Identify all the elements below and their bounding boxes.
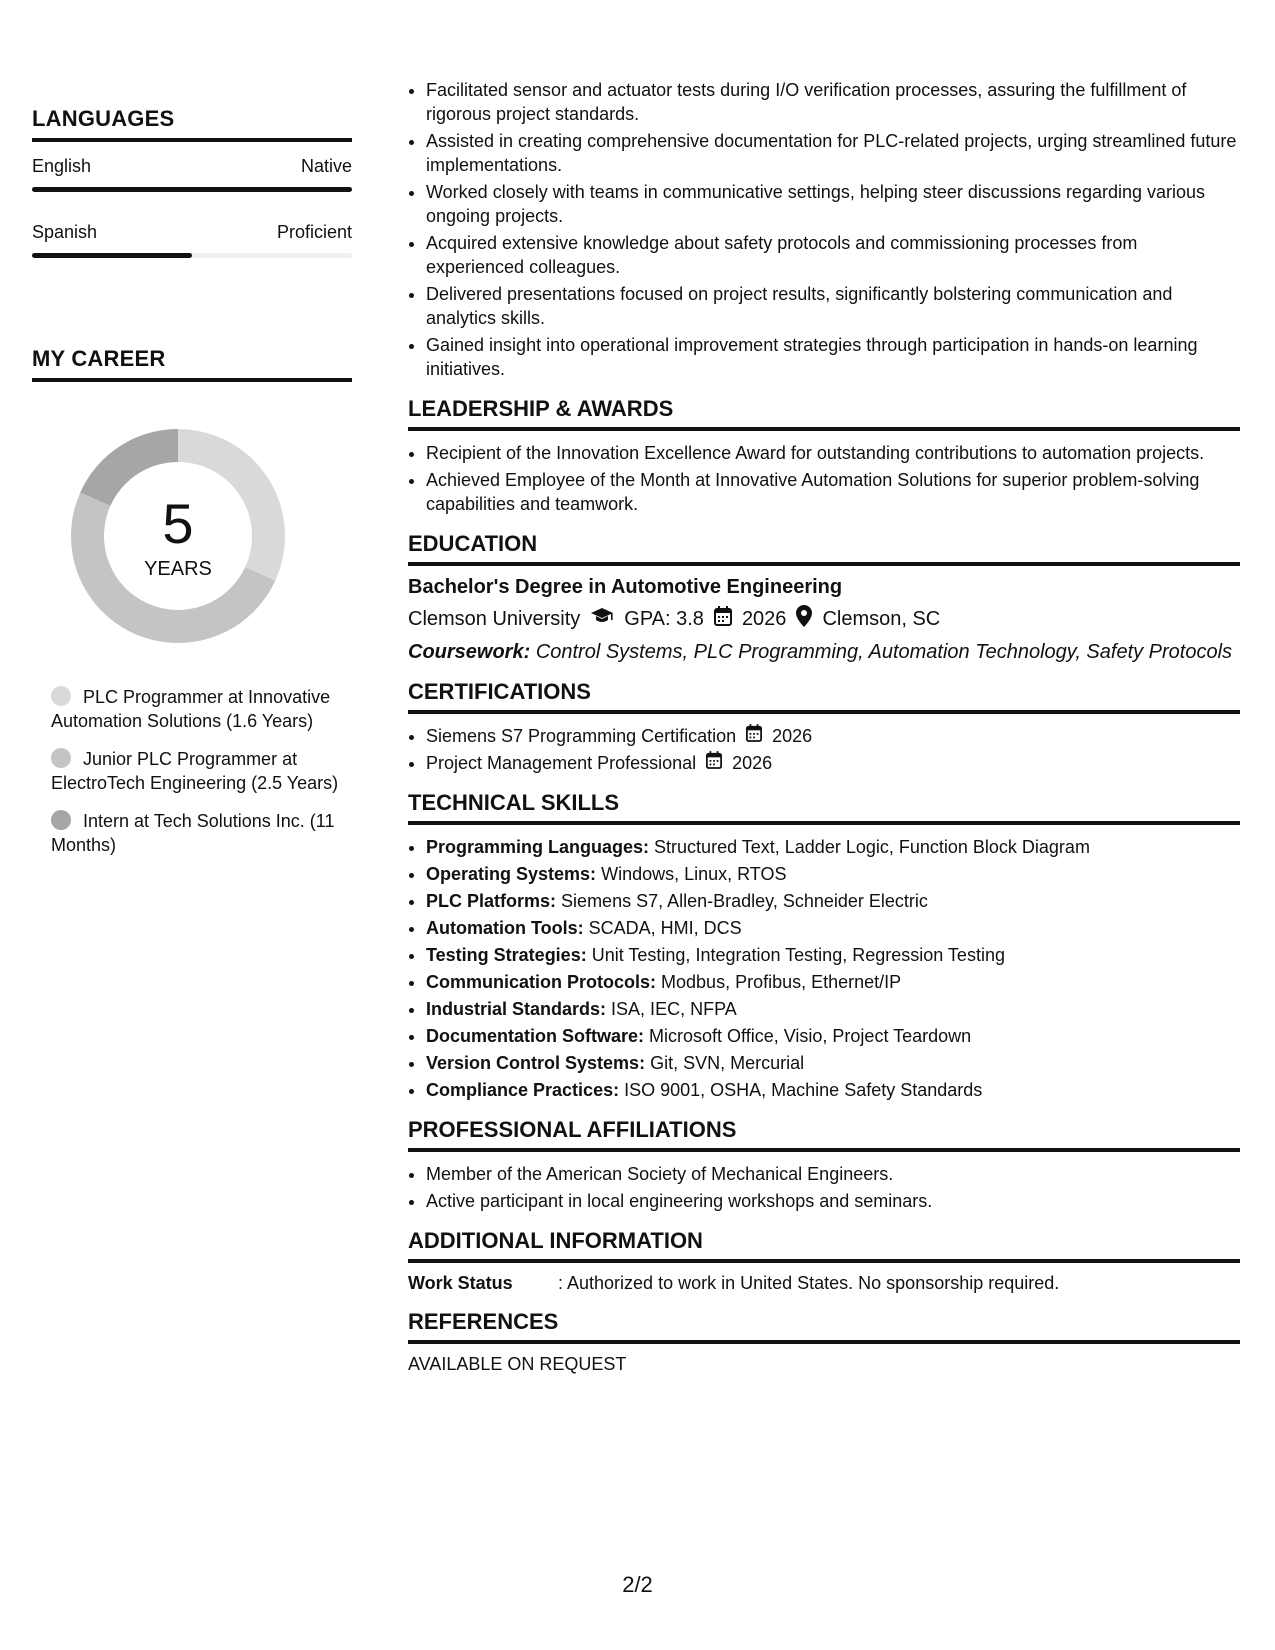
legend-label: Intern at Tech Solutions Inc. (11 Months)	[51, 811, 335, 855]
language-english	[32, 156, 352, 192]
skill-item	[426, 889, 1240, 913]
certifications-title: CERTIFICATIONS	[408, 679, 1240, 714]
work-status-row	[408, 1273, 1240, 1294]
skill-item	[426, 943, 1240, 967]
career-title: MY CAREER	[32, 346, 352, 382]
skill-value: Modbus, Profibus, Ethernet/IP	[661, 972, 902, 992]
experience-bullet: • Delivered presentations focused on project results, significantly bolstering communication and analytics skills.	[426, 282, 1240, 330]
skill-item	[426, 1078, 1240, 1102]
language-bar	[32, 187, 352, 192]
certification-year: 2026	[732, 753, 773, 773]
right-column	[408, 78, 1240, 1375]
work-status-label: Work Status	[408, 1273, 513, 1293]
coursework-label: Coursework:	[408, 641, 531, 663]
certifications-section	[408, 679, 1240, 775]
skill-label: PLC Platforms:	[426, 891, 557, 911]
skill-label: Testing Strategies:	[426, 945, 587, 965]
additional-title: ADDITIONAL INFORMATION	[408, 1228, 1240, 1263]
skill-value: Windows, Linux, RTOS	[601, 864, 787, 884]
certification-year: 2026	[772, 726, 813, 746]
legend-dot	[51, 810, 71, 830]
legend-label: Junior PLC Programmer at ElectroTech Engineering (2.5 Years)	[51, 749, 339, 793]
skill-label: Documentation Software:	[426, 1026, 645, 1046]
references-text: AVAILABLE ON REQUEST	[408, 1354, 627, 1374]
calendar-icon	[706, 751, 722, 775]
skill-label: Compliance Practices:	[426, 1080, 620, 1100]
experience-bullet: • Assisted in creating comprehensive documentation for PLC-related projects, urging streamlined future implementations.	[426, 129, 1240, 177]
language-level: Native	[300, 156, 352, 176]
experience-bullet: • Facilitated sensor and actuator tests during I/O verification processes, assuring the fulfillment of rigorous project standards.	[426, 78, 1240, 126]
education-year: 2026	[741, 607, 787, 630]
graduation-cap-icon	[590, 607, 614, 631]
affiliations-title: PROFESSIONAL AFFILIATIONS	[408, 1117, 1240, 1152]
certification-item	[426, 724, 1240, 748]
award-item: • Recipient of the Innovation Excellence Award for outstanding contributions to automation projects.	[426, 441, 1240, 465]
career-years-label: YEARS	[144, 558, 212, 580]
leadership-title: LEADERSHIP & AWARDS	[408, 396, 1240, 431]
language-bar-fill	[32, 187, 352, 192]
certification-name: • Siemens S7 Programming Certification	[426, 726, 737, 746]
skill-item	[426, 835, 1240, 859]
skill-item	[426, 862, 1240, 886]
skill-label: Operating Systems:	[426, 864, 597, 884]
experience-bullet: • Acquired extensive knowledge about safety protocols and commissioning processes from experienced colleagues.	[426, 231, 1240, 279]
calendar-icon	[714, 606, 732, 632]
legend-label: PLC Programmer at Innovative Automation Solutions (1.6 Years)	[51, 687, 331, 731]
skill-item	[426, 1024, 1240, 1048]
skill-item	[426, 970, 1240, 994]
legend-dot	[51, 748, 71, 768]
skill-label: Programming Languages:	[426, 837, 650, 857]
skill-value: Microsoft Office, Visio, Project Teardown	[649, 1026, 972, 1046]
skill-value: Git, SVN, Mercurial	[650, 1053, 805, 1073]
language-name: Spanish	[32, 222, 98, 242]
career-legend-item	[51, 685, 341, 733]
legend-dot	[51, 686, 71, 706]
affiliation-item: • Member of the American Society of Mechanical Engineers.	[426, 1162, 1240, 1186]
additional-section	[408, 1228, 1240, 1294]
education-coursework	[408, 641, 1240, 664]
skill-value: Siemens S7, Allen-Bradley, Schneider Electric	[561, 891, 928, 911]
skill-value: Unit Testing, Integration Testing, Regression Testing	[591, 945, 1005, 965]
language-level: Proficient	[276, 222, 352, 242]
career-legend-item	[51, 747, 341, 795]
work-status-value: : Authorized to work in United States. No sponsorship required.	[558, 1273, 1060, 1293]
experience-bullet: • Worked closely with teams in communicative settings, helping steer discussions regarding various ongoing projects.	[426, 180, 1240, 228]
education-section	[408, 531, 1240, 664]
award-item: • Achieved Employee of the Month at Innovative Automation Solutions for superior problem-solving capabilities and teamwork.	[426, 468, 1240, 516]
coursework-text: Control Systems, PLC Programming, Automation Technology, Safety Protocols	[535, 641, 1233, 663]
skill-value: ISA, IEC, NFPA	[611, 999, 737, 1019]
skill-value: Structured Text, Ladder Logic, Function Block Diagram	[654, 837, 1090, 857]
education-gpa: GPA: 3.8	[624, 607, 704, 630]
certification-name: • Project Management Professional	[426, 753, 697, 773]
skill-item	[426, 997, 1240, 1021]
language-name: English	[32, 156, 92, 176]
experience-bullet: • Gained insight into operational improvement strategies through participation in hands-on learning initiatives.	[426, 333, 1240, 381]
affiliations-section	[408, 1117, 1240, 1213]
skill-label: Communication Protocols:	[426, 972, 657, 992]
references-title: REFERENCES	[408, 1309, 1240, 1344]
map-pin-icon	[796, 605, 812, 633]
education-school: Clemson University	[408, 607, 581, 630]
languages-title: LANGUAGES	[32, 106, 352, 142]
skill-value: SCADA, HMI, DCS	[588, 918, 742, 938]
skill-item	[426, 1051, 1240, 1075]
career-legend-item	[51, 809, 341, 857]
skills-title: TECHNICAL SKILLS	[408, 790, 1240, 825]
language-bar-fill	[32, 253, 192, 258]
education-meta	[408, 605, 1240, 633]
certification-item	[426, 751, 1240, 775]
education-title: EDUCATION	[408, 531, 1240, 566]
page-number: 2/2	[622, 1572, 653, 1597]
skills-section	[408, 790, 1240, 1102]
skill-label: Automation Tools:	[426, 918, 584, 938]
leadership-section	[408, 396, 1240, 516]
skill-value: ISO 9001, OSHA, Machine Safety Standards	[624, 1080, 983, 1100]
language-spanish	[32, 222, 352, 258]
experience-bullets	[408, 78, 1240, 381]
career-legend	[51, 685, 341, 871]
skill-label: Industrial Standards:	[426, 999, 607, 1019]
education-location: Clemson, SC	[822, 607, 941, 630]
skill-label: Version Control Systems:	[426, 1053, 646, 1073]
affiliation-item: • Active participant in local engineering workshops and seminars.	[426, 1189, 1240, 1213]
references-section	[408, 1309, 1240, 1375]
career-donut-chart	[66, 424, 290, 648]
language-bar	[32, 253, 352, 258]
calendar-icon	[746, 724, 762, 748]
education-degree: Bachelor's Degree in Automotive Engineering	[408, 576, 843, 598]
career-total-years: 5	[162, 492, 194, 555]
skill-item	[426, 916, 1240, 940]
